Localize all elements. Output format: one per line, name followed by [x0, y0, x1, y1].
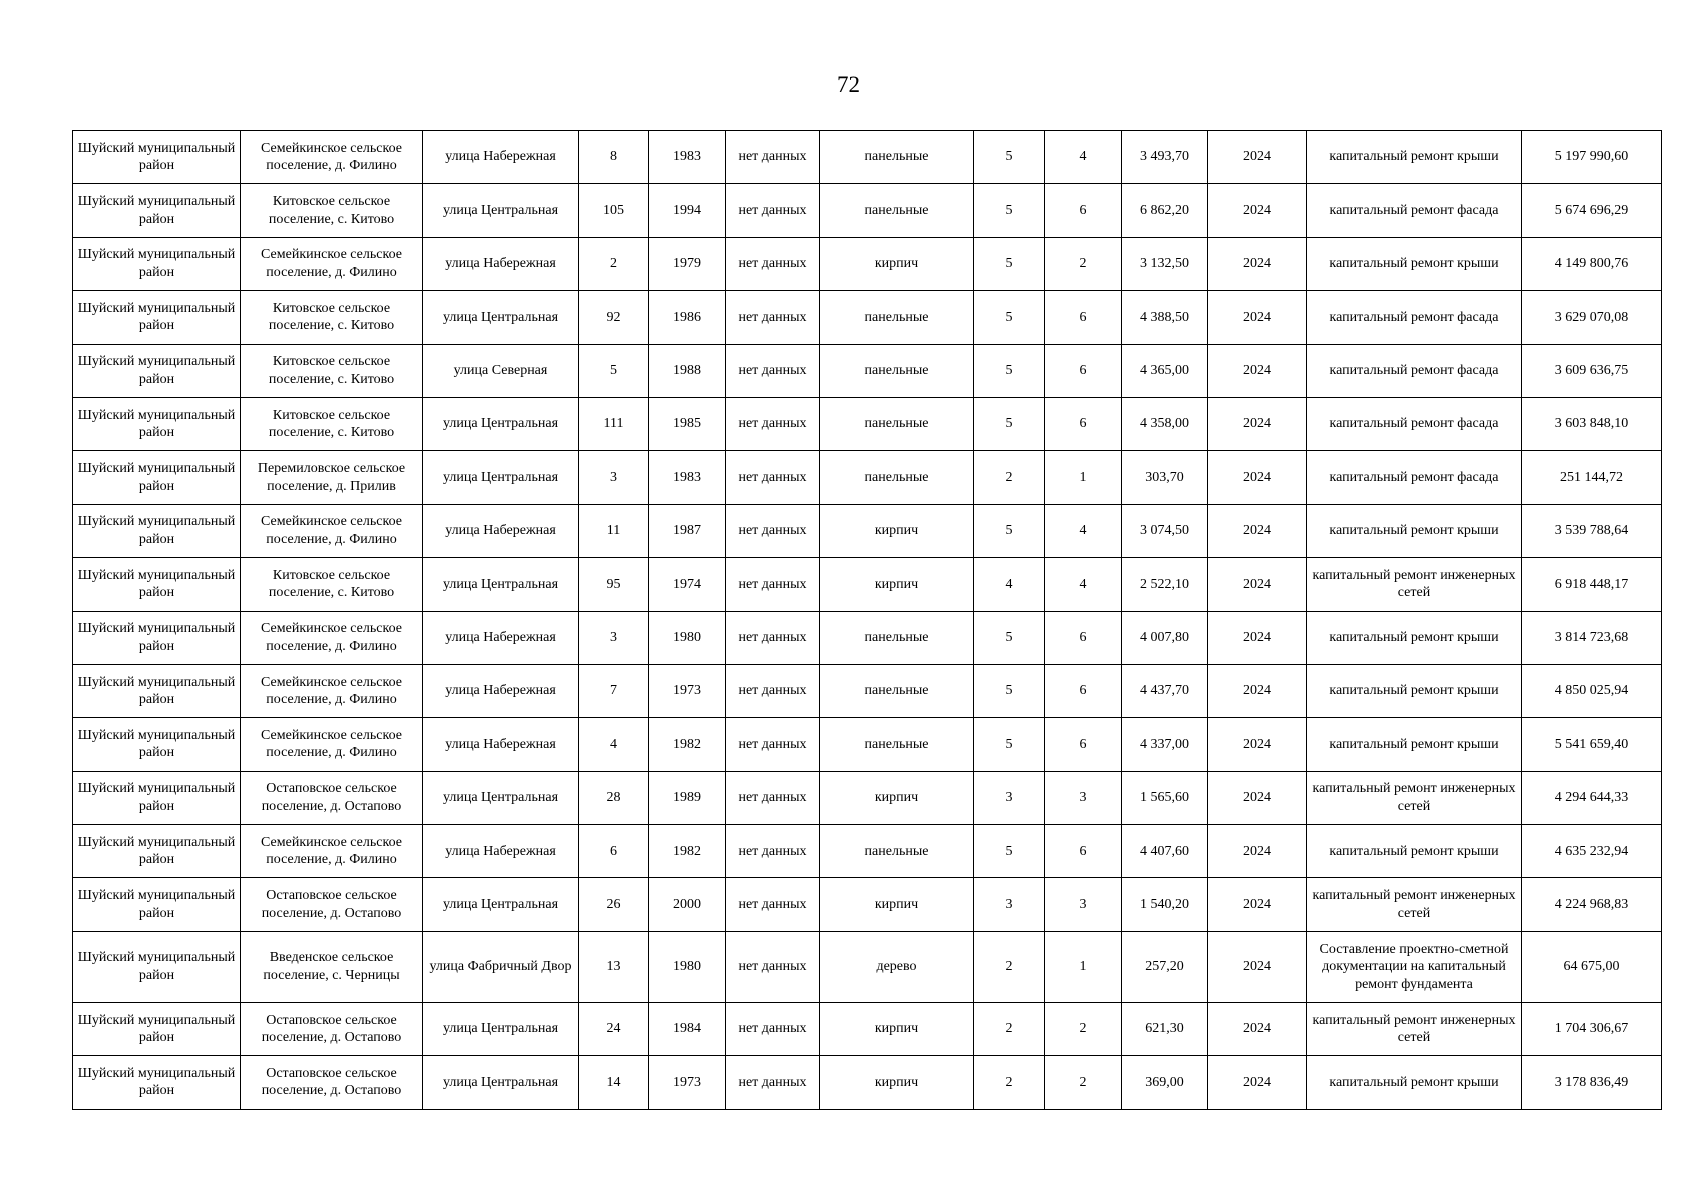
- floors-cell: 4: [974, 558, 1045, 611]
- settlement-cell: Китовское сельское поселение, с. Китово: [241, 397, 423, 450]
- entrances-cell: 2: [1045, 1002, 1122, 1055]
- work-type-cell: капитальный ремонт крыши: [1307, 611, 1522, 664]
- street-cell: улица Центральная: [423, 1002, 579, 1055]
- work-type-cell: капитальный ремонт крыши: [1307, 664, 1522, 717]
- house-number-cell: 13: [579, 931, 649, 1002]
- district-cell: Шуйский муниципальный район: [73, 825, 241, 878]
- status-cell: нет данных: [726, 664, 820, 717]
- cost-cell: 3 539 788,64: [1522, 504, 1662, 557]
- plan-year-cell: 2024: [1208, 1002, 1307, 1055]
- status-cell: нет данных: [726, 611, 820, 664]
- district-cell: Шуйский муниципальный район: [73, 931, 241, 1002]
- district-cell: Шуйский муниципальный район: [73, 878, 241, 931]
- floors-cell: 5: [974, 664, 1045, 717]
- work-type-cell: капитальный ремонт инженерных сетей: [1307, 1002, 1522, 1055]
- table-row: [73, 611, 1662, 664]
- table-row: [73, 451, 1662, 504]
- wall-material-cell: панельные: [820, 611, 974, 664]
- wall-material-cell: панельные: [820, 344, 974, 397]
- street-cell: улица Набережная: [423, 611, 579, 664]
- table-row: [73, 504, 1662, 557]
- house-number-cell: 92: [579, 291, 649, 344]
- district-cell: Шуйский муниципальный район: [73, 558, 241, 611]
- area-cell: 1 540,20: [1122, 878, 1208, 931]
- house-number-cell: 4: [579, 718, 649, 771]
- cost-cell: 1 704 306,67: [1522, 1002, 1662, 1055]
- status-cell: нет данных: [726, 131, 820, 184]
- build-year-cell: 1973: [649, 1056, 726, 1109]
- work-type-cell: капитальный ремонт инженерных сетей: [1307, 771, 1522, 824]
- entrances-cell: 6: [1045, 825, 1122, 878]
- cost-cell: 3 814 723,68: [1522, 611, 1662, 664]
- table-row: [73, 184, 1662, 237]
- entrances-cell: 6: [1045, 397, 1122, 450]
- plan-year-cell: 2024: [1208, 451, 1307, 504]
- district-cell: Шуйский муниципальный район: [73, 291, 241, 344]
- area-cell: 4 337,00: [1122, 718, 1208, 771]
- settlement-cell: Семейкинское сельское поселение, д. Филино: [241, 237, 423, 290]
- area-cell: 4 407,60: [1122, 825, 1208, 878]
- wall-material-cell: панельные: [820, 825, 974, 878]
- plan-year-cell: 2024: [1208, 131, 1307, 184]
- entrances-cell: 2: [1045, 237, 1122, 290]
- area-cell: 3 493,70: [1122, 131, 1208, 184]
- plan-year-cell: 2024: [1208, 558, 1307, 611]
- floors-cell: 5: [974, 718, 1045, 771]
- district-cell: Шуйский муниципальный район: [73, 184, 241, 237]
- build-year-cell: 1985: [649, 397, 726, 450]
- entrances-cell: 2: [1045, 1056, 1122, 1109]
- settlement-cell: Китовское сельское поселение, с. Китово: [241, 184, 423, 237]
- settlement-cell: Перемиловское сельское поселение, д. Прилив: [241, 451, 423, 504]
- entrances-cell: 1: [1045, 931, 1122, 1002]
- wall-material-cell: панельные: [820, 451, 974, 504]
- street-cell: улица Набережная: [423, 237, 579, 290]
- build-year-cell: 1979: [649, 237, 726, 290]
- capital-repair-table: [72, 130, 1662, 1110]
- floors-cell: 5: [974, 397, 1045, 450]
- floors-cell: 5: [974, 131, 1045, 184]
- house-number-cell: 6: [579, 825, 649, 878]
- plan-year-cell: 2024: [1208, 504, 1307, 557]
- wall-material-cell: панельные: [820, 291, 974, 344]
- wall-material-cell: кирпич: [820, 1002, 974, 1055]
- wall-material-cell: панельные: [820, 718, 974, 771]
- work-type-cell: капитальный ремонт инженерных сетей: [1307, 558, 1522, 611]
- work-type-cell: капитальный ремонт крыши: [1307, 237, 1522, 290]
- settlement-cell: Китовское сельское поселение, с. Китово: [241, 558, 423, 611]
- table-row: [73, 344, 1662, 397]
- table-row: [73, 664, 1662, 717]
- area-cell: 2 522,10: [1122, 558, 1208, 611]
- work-type-cell: капитальный ремонт крыши: [1307, 131, 1522, 184]
- street-cell: улица Набережная: [423, 664, 579, 717]
- cost-cell: 5 197 990,60: [1522, 131, 1662, 184]
- plan-year-cell: 2024: [1208, 237, 1307, 290]
- plan-year-cell: 2024: [1208, 291, 1307, 344]
- status-cell: нет данных: [726, 878, 820, 931]
- status-cell: нет данных: [726, 504, 820, 557]
- area-cell: 369,00: [1122, 1056, 1208, 1109]
- street-cell: улица Центральная: [423, 558, 579, 611]
- house-number-cell: 2: [579, 237, 649, 290]
- wall-material-cell: панельные: [820, 664, 974, 717]
- entrances-cell: 6: [1045, 611, 1122, 664]
- cost-cell: 3 603 848,10: [1522, 397, 1662, 450]
- cost-cell: 4 224 968,83: [1522, 878, 1662, 931]
- plan-year-cell: 2024: [1208, 344, 1307, 397]
- wall-material-cell: кирпич: [820, 878, 974, 931]
- build-year-cell: 1989: [649, 771, 726, 824]
- district-cell: Шуйский муниципальный район: [73, 237, 241, 290]
- page-number: 72: [837, 72, 860, 97]
- work-type-cell: капитальный ремонт фасада: [1307, 184, 1522, 237]
- wall-material-cell: панельные: [820, 184, 974, 237]
- street-cell: улица Центральная: [423, 291, 579, 344]
- cost-cell: 5 541 659,40: [1522, 718, 1662, 771]
- work-type-cell: капитальный ремонт фасада: [1307, 451, 1522, 504]
- area-cell: 303,70: [1122, 451, 1208, 504]
- floors-cell: 5: [974, 825, 1045, 878]
- house-number-cell: 3: [579, 451, 649, 504]
- work-type-cell: капитальный ремонт крыши: [1307, 718, 1522, 771]
- floors-cell: 2: [974, 1056, 1045, 1109]
- district-cell: Шуйский муниципальный район: [73, 611, 241, 664]
- entrances-cell: 4: [1045, 504, 1122, 557]
- house-number-cell: 26: [579, 878, 649, 931]
- area-cell: 3 132,50: [1122, 237, 1208, 290]
- area-cell: 4 007,80: [1122, 611, 1208, 664]
- street-cell: улица Набережная: [423, 825, 579, 878]
- area-cell: 4 388,50: [1122, 291, 1208, 344]
- table-body: [73, 131, 1662, 1110]
- entrances-cell: 3: [1045, 878, 1122, 931]
- entrances-cell: 1: [1045, 451, 1122, 504]
- cost-cell: 4 635 232,94: [1522, 825, 1662, 878]
- district-cell: Шуйский муниципальный район: [73, 344, 241, 397]
- status-cell: нет данных: [726, 931, 820, 1002]
- house-number-cell: 105: [579, 184, 649, 237]
- build-year-cell: 1980: [649, 931, 726, 1002]
- cost-cell: 3 629 070,08: [1522, 291, 1662, 344]
- area-cell: 4 437,70: [1122, 664, 1208, 717]
- settlement-cell: Китовское сельское поселение, с. Китово: [241, 291, 423, 344]
- street-cell: улица Центральная: [423, 1056, 579, 1109]
- table-row: [73, 1056, 1662, 1109]
- street-cell: улица Набережная: [423, 718, 579, 771]
- table-row: [73, 718, 1662, 771]
- area-cell: 257,20: [1122, 931, 1208, 1002]
- cost-cell: 6 918 448,17: [1522, 558, 1662, 611]
- wall-material-cell: кирпич: [820, 558, 974, 611]
- status-cell: нет данных: [726, 1002, 820, 1055]
- build-year-cell: 2000: [649, 878, 726, 931]
- settlement-cell: Введенское сельское поселение, с. Черницы: [241, 931, 423, 1002]
- wall-material-cell: кирпич: [820, 1056, 974, 1109]
- district-cell: Шуйский муниципальный район: [73, 397, 241, 450]
- work-type-cell: капитальный ремонт крыши: [1307, 825, 1522, 878]
- district-cell: Шуйский муниципальный район: [73, 1002, 241, 1055]
- wall-material-cell: панельные: [820, 131, 974, 184]
- settlement-cell: Семейкинское сельское поселение, д. Филино: [241, 718, 423, 771]
- cost-cell: 5 674 696,29: [1522, 184, 1662, 237]
- floors-cell: 2: [974, 451, 1045, 504]
- settlement-cell: Остаповское сельское поселение, д. Остапово: [241, 878, 423, 931]
- build-year-cell: 1994: [649, 184, 726, 237]
- street-cell: улица Северная: [423, 344, 579, 397]
- entrances-cell: 6: [1045, 344, 1122, 397]
- table-row: [73, 771, 1662, 824]
- district-cell: Шуйский муниципальный район: [73, 504, 241, 557]
- status-cell: нет данных: [726, 1056, 820, 1109]
- entrances-cell: 3: [1045, 771, 1122, 824]
- area-cell: 6 862,20: [1122, 184, 1208, 237]
- table-row: [73, 1002, 1662, 1055]
- settlement-cell: Остаповское сельское поселение, д. Остапово: [241, 1056, 423, 1109]
- table-row: [73, 558, 1662, 611]
- house-number-cell: 14: [579, 1056, 649, 1109]
- floors-cell: 5: [974, 504, 1045, 557]
- plan-year-cell: 2024: [1208, 825, 1307, 878]
- area-cell: 621,30: [1122, 1002, 1208, 1055]
- build-year-cell: 1988: [649, 344, 726, 397]
- status-cell: нет данных: [726, 558, 820, 611]
- district-cell: Шуйский муниципальный район: [73, 451, 241, 504]
- settlement-cell: Семейкинское сельское поселение, д. Филино: [241, 611, 423, 664]
- settlement-cell: Семейкинское сельское поселение, д. Филино: [241, 664, 423, 717]
- work-type-cell: капитальный ремонт фасада: [1307, 397, 1522, 450]
- build-year-cell: 1986: [649, 291, 726, 344]
- house-number-cell: 24: [579, 1002, 649, 1055]
- table-row: [73, 825, 1662, 878]
- entrances-cell: 6: [1045, 184, 1122, 237]
- floors-cell: 5: [974, 344, 1045, 397]
- district-cell: Шуйский муниципальный район: [73, 718, 241, 771]
- table-row: [73, 131, 1662, 184]
- house-number-cell: 3: [579, 611, 649, 664]
- build-year-cell: 1982: [649, 718, 726, 771]
- build-year-cell: 1973: [649, 664, 726, 717]
- plan-year-cell: 2024: [1208, 184, 1307, 237]
- build-year-cell: 1987: [649, 504, 726, 557]
- status-cell: нет данных: [726, 397, 820, 450]
- status-cell: нет данных: [726, 771, 820, 824]
- floors-cell: 5: [974, 611, 1045, 664]
- status-cell: нет данных: [726, 184, 820, 237]
- table-row: [73, 237, 1662, 290]
- status-cell: нет данных: [726, 237, 820, 290]
- cost-cell: 64 675,00: [1522, 931, 1662, 1002]
- work-type-cell: Составление проектно-сметной документации на капитальный ремонт фундамента: [1307, 931, 1522, 1002]
- build-year-cell: 1983: [649, 131, 726, 184]
- house-number-cell: 11: [579, 504, 649, 557]
- table-row: [73, 931, 1662, 1002]
- district-cell: Шуйский муниципальный район: [73, 664, 241, 717]
- settlement-cell: Семейкинское сельское поселение, д. Филино: [241, 825, 423, 878]
- street-cell: улица Центральная: [423, 771, 579, 824]
- plan-year-cell: 2024: [1208, 1056, 1307, 1109]
- table-row: [73, 291, 1662, 344]
- cost-cell: 4 850 025,94: [1522, 664, 1662, 717]
- build-year-cell: 1984: [649, 1002, 726, 1055]
- settlement-cell: Китовское сельское поселение, с. Китово: [241, 344, 423, 397]
- area-cell: 4 365,00: [1122, 344, 1208, 397]
- build-year-cell: 1980: [649, 611, 726, 664]
- work-type-cell: капитальный ремонт фасада: [1307, 291, 1522, 344]
- wall-material-cell: кирпич: [820, 237, 974, 290]
- district-cell: Шуйский муниципальный район: [73, 131, 241, 184]
- street-cell: улица Центральная: [423, 184, 579, 237]
- settlement-cell: Остаповское сельское поселение, д. Остапово: [241, 1002, 423, 1055]
- entrances-cell: 6: [1045, 718, 1122, 771]
- house-number-cell: 28: [579, 771, 649, 824]
- plan-year-cell: 2024: [1208, 931, 1307, 1002]
- street-cell: улица Центральная: [423, 878, 579, 931]
- settlement-cell: Семейкинское сельское поселение, д. Филино: [241, 504, 423, 557]
- floors-cell: 3: [974, 771, 1045, 824]
- work-type-cell: капитальный ремонт инженерных сетей: [1307, 878, 1522, 931]
- house-number-cell: 5: [579, 344, 649, 397]
- build-year-cell: 1983: [649, 451, 726, 504]
- wall-material-cell: панельные: [820, 397, 974, 450]
- status-cell: нет данных: [726, 344, 820, 397]
- floors-cell: 2: [974, 931, 1045, 1002]
- plan-year-cell: 2024: [1208, 397, 1307, 450]
- district-cell: Шуйский муниципальный район: [73, 771, 241, 824]
- street-cell: улица Фабричный Двор: [423, 931, 579, 1002]
- settlement-cell: Семейкинское сельское поселение, д. Филино: [241, 131, 423, 184]
- status-cell: нет данных: [726, 291, 820, 344]
- work-type-cell: капитальный ремонт крыши: [1307, 1056, 1522, 1109]
- entrances-cell: 4: [1045, 131, 1122, 184]
- area-cell: 3 074,50: [1122, 504, 1208, 557]
- work-type-cell: капитальный ремонт крыши: [1307, 504, 1522, 557]
- street-cell: улица Центральная: [423, 397, 579, 450]
- plan-year-cell: 2024: [1208, 664, 1307, 717]
- floors-cell: 5: [974, 184, 1045, 237]
- plan-year-cell: 2024: [1208, 611, 1307, 664]
- table-row: [73, 397, 1662, 450]
- street-cell: улица Центральная: [423, 451, 579, 504]
- settlement-cell: Остаповское сельское поселение, д. Остапово: [241, 771, 423, 824]
- house-number-cell: 8: [579, 131, 649, 184]
- house-number-cell: 7: [579, 664, 649, 717]
- area-cell: 1 565,60: [1122, 771, 1208, 824]
- plan-year-cell: 2024: [1208, 771, 1307, 824]
- cost-cell: 251 144,72: [1522, 451, 1662, 504]
- plan-year-cell: 2024: [1208, 718, 1307, 771]
- work-type-cell: капитальный ремонт фасада: [1307, 344, 1522, 397]
- street-cell: улица Набережная: [423, 131, 579, 184]
- entrances-cell: 6: [1045, 291, 1122, 344]
- cost-cell: 4 149 800,76: [1522, 237, 1662, 290]
- cost-cell: 4 294 644,33: [1522, 771, 1662, 824]
- wall-material-cell: кирпич: [820, 504, 974, 557]
- house-number-cell: 95: [579, 558, 649, 611]
- cost-cell: 3 178 836,49: [1522, 1056, 1662, 1109]
- wall-material-cell: кирпич: [820, 771, 974, 824]
- plan-year-cell: 2024: [1208, 878, 1307, 931]
- status-cell: нет данных: [726, 718, 820, 771]
- house-number-cell: 111: [579, 397, 649, 450]
- cost-cell: 3 609 636,75: [1522, 344, 1662, 397]
- floors-cell: 3: [974, 878, 1045, 931]
- build-year-cell: 1982: [649, 825, 726, 878]
- build-year-cell: 1974: [649, 558, 726, 611]
- wall-material-cell: дерево: [820, 931, 974, 1002]
- entrances-cell: 6: [1045, 664, 1122, 717]
- area-cell: 4 358,00: [1122, 397, 1208, 450]
- floors-cell: 5: [974, 291, 1045, 344]
- floors-cell: 5: [974, 237, 1045, 290]
- status-cell: нет данных: [726, 825, 820, 878]
- status-cell: нет данных: [726, 451, 820, 504]
- street-cell: улица Набережная: [423, 504, 579, 557]
- entrances-cell: 4: [1045, 558, 1122, 611]
- floors-cell: 2: [974, 1002, 1045, 1055]
- district-cell: Шуйский муниципальный район: [73, 1056, 241, 1109]
- table-row: [73, 878, 1662, 931]
